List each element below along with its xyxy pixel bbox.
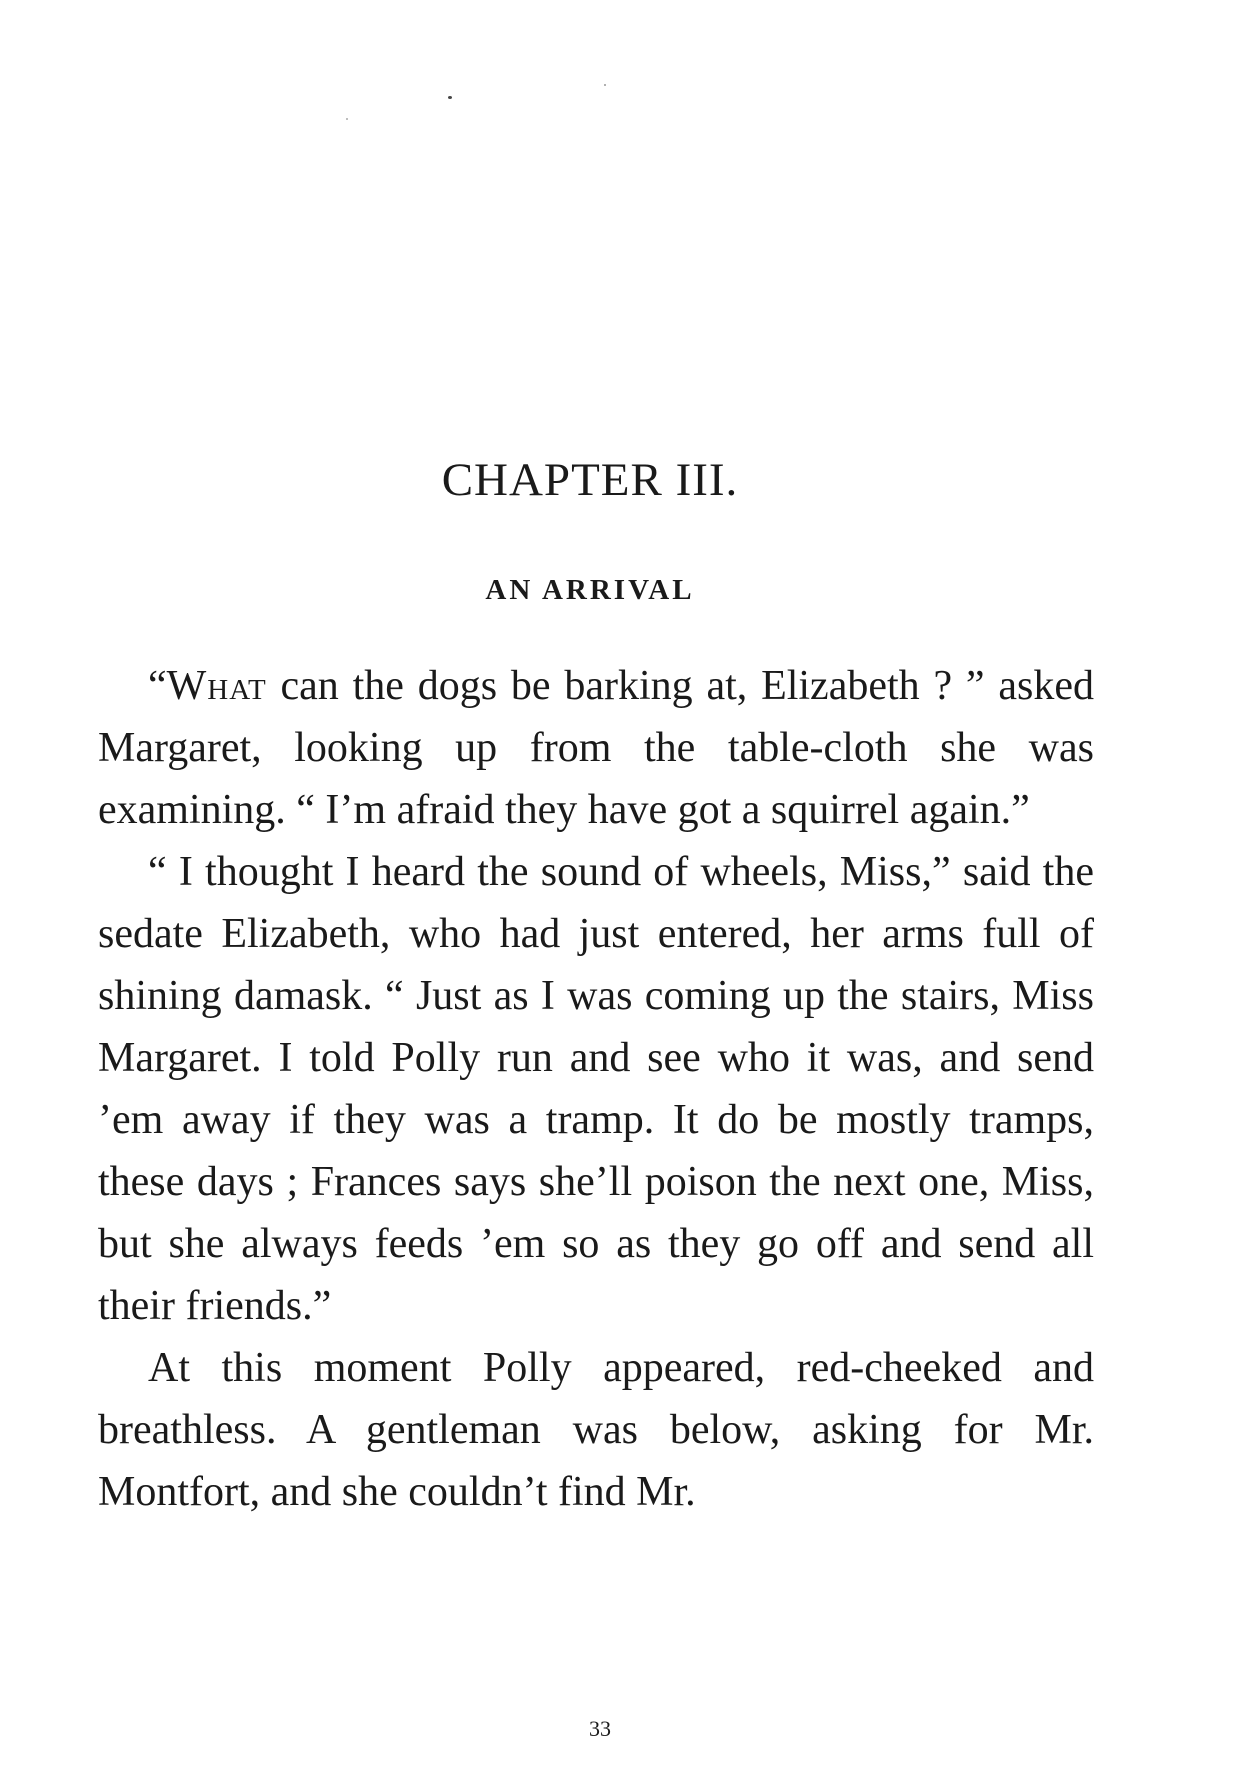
chapter-title: CHAPTER III.	[441, 454, 739, 506]
scan-speck	[346, 118, 348, 120]
chapter-subtitle: AN ARRIVAL	[485, 574, 695, 606]
body-text	[98, 655, 1094, 1523]
paragraph	[98, 841, 1094, 1337]
paragraph-text: At this moment Polly appeared, red-cheeked and breathless. A gentleman was below, asking for Mr. Montfort, and she couldn’t find Mr.	[98, 1345, 1094, 1515]
scan-speck	[604, 84, 606, 86]
page-number: 33	[589, 1716, 611, 1741]
paragraph	[98, 655, 1094, 841]
first-word: What	[166, 663, 267, 709]
scan-speck	[448, 96, 452, 99]
paragraph-text: “ I thought I heard the sound of wheels, Miss,” said the sedate Elizabeth, who had just entered, her arms full of shining damask. “ Just as I was coming up the stairs, Miss Margaret. I told Polly run and see who it was, and send ’em away if they was a tramp. It do be mostly tramps, these days ; Frances says she’ll poison the next one, Miss, but she always feeds ’em so as they go off and send all their friends.”	[98, 849, 1094, 1329]
paragraph	[98, 1337, 1094, 1523]
open-quote: “	[148, 663, 167, 709]
paragraph-text: can the dogs be barking at, Elizabeth ? ” asked Margaret, looking up from the table-cloth she was examining. “ I’m afraid they have got a squirrel again.”	[98, 663, 1094, 833]
